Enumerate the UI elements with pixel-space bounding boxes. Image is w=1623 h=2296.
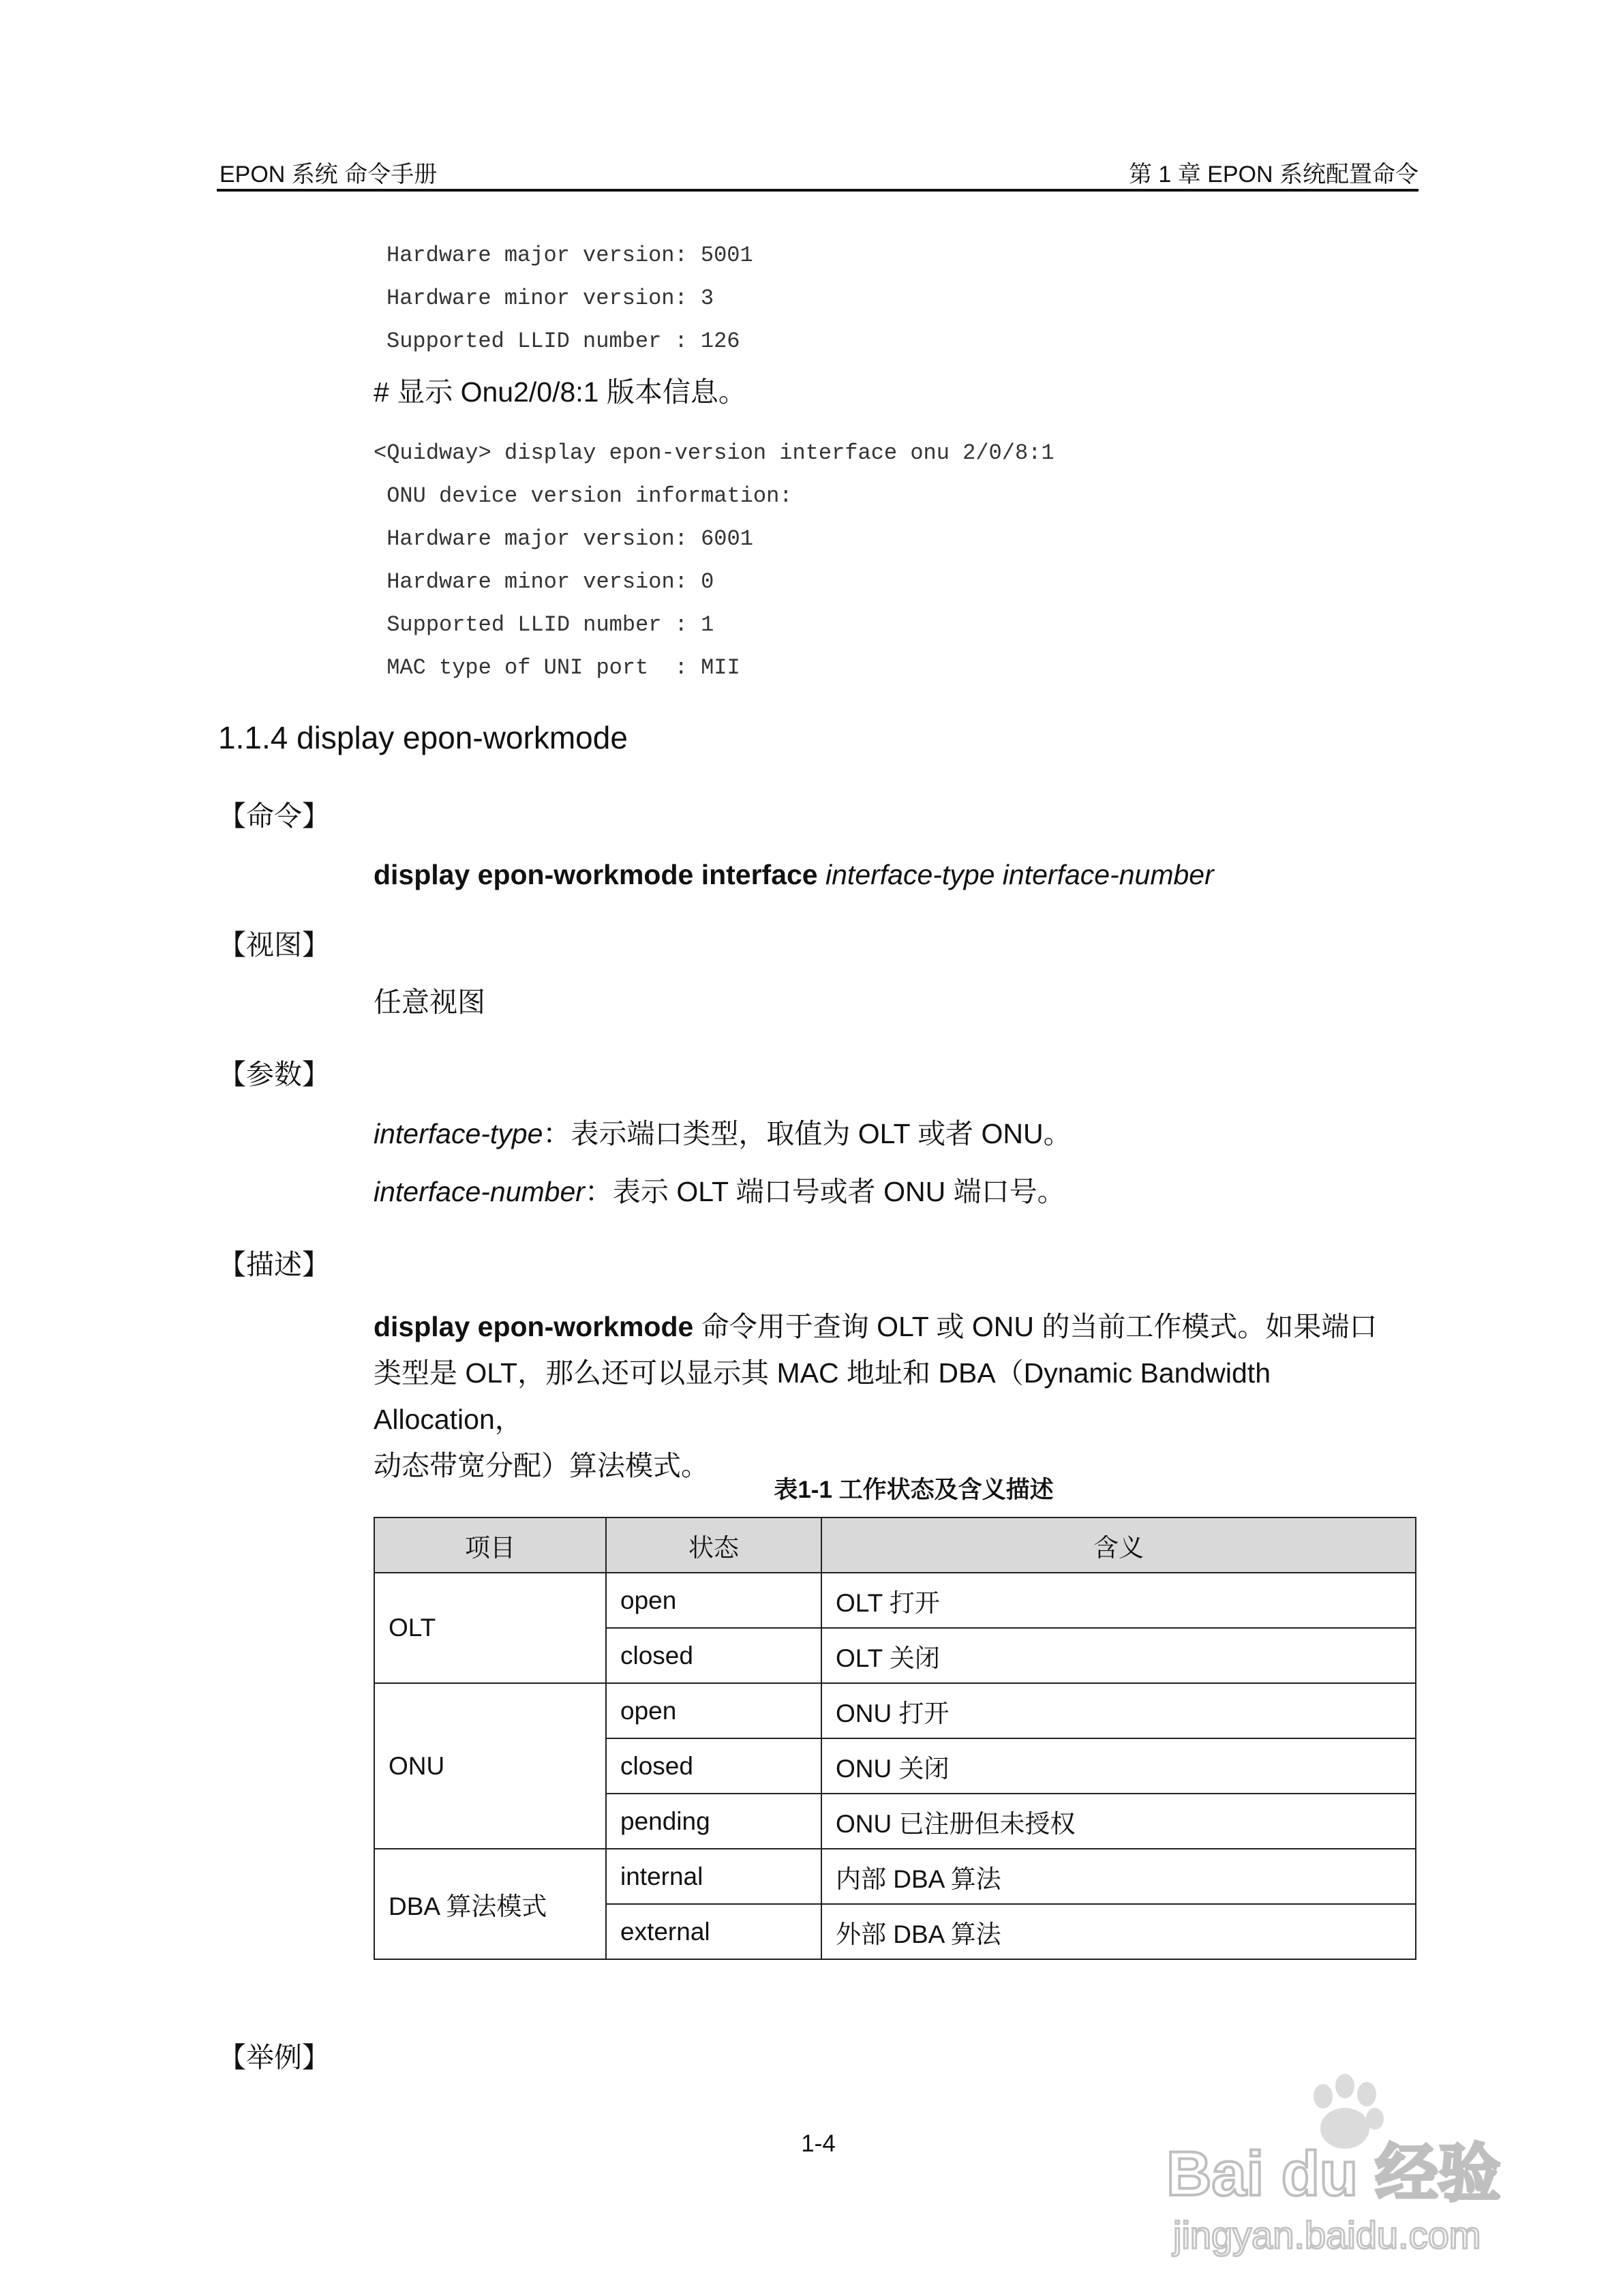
table-meaning-cell: ONU 已注册但未授权 (821, 1794, 1416, 1849)
table-meaning-cell: ONU 打开 (821, 1683, 1416, 1738)
desc-line-2: 类型是 OLT，那么还可以显示其 MAC 地址和 DBA（Dynamic Bandwidth Allocation， (374, 1357, 1271, 1435)
view-text: 任意视图 (374, 986, 485, 1018)
table-header: 含义 (821, 1517, 1416, 1573)
header-right: 第 1 章 EPON 系统配置命令 (1128, 162, 1419, 187)
table-meaning-cell: 外部 DBA 算法 (821, 1904, 1416, 1959)
desc-line-3: 动态带宽分配）算法模式。 (374, 1450, 709, 1481)
table-row (374, 1573, 1416, 1628)
table-state-cell: pending (606, 1794, 821, 1849)
table-item-cell: ONU (374, 1683, 606, 1849)
table-meaning-cell: ONU 关闭 (821, 1738, 1416, 1794)
table-item-cell: OLT (374, 1573, 606, 1683)
label-view: 【视图】 (218, 929, 330, 961)
section-title: 1.1.4 display epon-workmode (218, 720, 628, 755)
description (374, 1303, 1423, 1489)
table-header-row (374, 1517, 1416, 1573)
param-name: interface-type (374, 1118, 543, 1149)
paw-pad-icon (1335, 2074, 1354, 2098)
param-interface-type (374, 1111, 1072, 1156)
label-command: 【命令】 (218, 800, 330, 832)
label-example: 【举例】 (218, 2042, 330, 2073)
table-item-cell: DBA 算法模式 (374, 1849, 606, 1959)
desc-line-1: 命令用于查询 OLT 或 ONU 的当前工作模式。如果端口 (693, 1311, 1378, 1342)
table-meaning-cell: OLT 打开 (821, 1573, 1416, 1628)
command-keyword: display epon-workmode interface (374, 859, 818, 890)
table-state-cell: closed (606, 1738, 821, 1794)
table-state-cell: open (606, 1683, 821, 1738)
code-line: Hardware major version: 6001 (374, 526, 753, 552)
command-args: interface-type interface-number (825, 859, 1214, 890)
table-state-cell: closed (606, 1628, 821, 1683)
watermark-url: jingyan.baidu.com (1173, 2214, 1481, 2256)
param-interface-number (374, 1169, 1065, 1214)
table-caption: 表1-1 工作状态及含义描述 (774, 1477, 1054, 1503)
code-block-1 (386, 234, 753, 363)
code-line: Hardware major version: 5001 (386, 243, 753, 268)
page-number: 1-4 (801, 2130, 836, 2157)
command-syntax (374, 852, 1214, 897)
table-meaning-cell: OLT 关闭 (821, 1628, 1416, 1683)
table-state-cell: open (606, 1573, 821, 1628)
code-line: Hardware minor version: 3 (386, 286, 714, 311)
table-row (374, 1849, 1416, 1904)
example-comment: # 显示 Onu2/0/8:1 版本信息。 (374, 376, 746, 408)
code-line: Supported LLID number : 1 (374, 612, 714, 637)
desc-command: display epon-workmode (374, 1311, 694, 1342)
table-header: 状态 (606, 1517, 821, 1573)
param-name: interface-number (374, 1176, 585, 1207)
param-text: ：表示端口类型，取值为 OLT 或者 ONU。 (543, 1118, 1072, 1149)
code-block-2 (374, 432, 1055, 689)
table-meaning-cell: 内部 DBA 算法 (821, 1849, 1416, 1904)
code-line: MAC type of UNI port : MII (374, 655, 740, 680)
table-state-cell: external (606, 1904, 821, 1959)
workmode-table (374, 1517, 1416, 1960)
label-params: 【参数】 (218, 1059, 330, 1090)
baidu-watermark (1153, 2066, 1534, 2270)
code-line: ONU device version information: (374, 483, 793, 509)
table-row (374, 1683, 1416, 1738)
code-line: Hardware minor version: 0 (374, 569, 714, 594)
param-text: ：表示 OLT 端口号或者 ONU 端口号。 (584, 1176, 1065, 1207)
watermark-logo: Bai du 经验 (1166, 2139, 1501, 2209)
table-header: 项目 (374, 1517, 606, 1573)
paw-pad-icon (1357, 2082, 1376, 2106)
header-left: EPON 系统 命令手册 (219, 162, 438, 187)
code-line: Supported LLID number : 126 (386, 329, 740, 354)
paw-pad-icon (1314, 2084, 1333, 2109)
table-state-cell: internal (606, 1849, 821, 1904)
label-desc: 【描述】 (218, 1249, 330, 1280)
code-line: <Quidway> display epon-version interface onu 2/0/8:1 (374, 440, 1055, 466)
header-rule (217, 189, 1419, 192)
